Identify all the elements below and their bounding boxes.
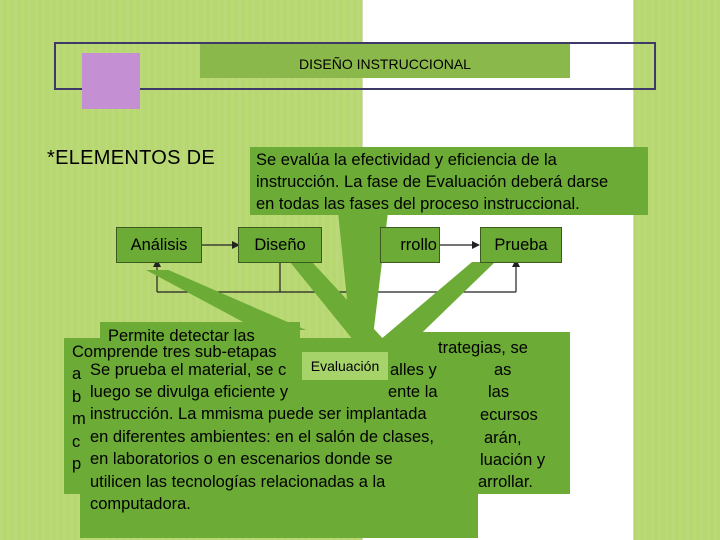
estrategias-line-6: luación y	[480, 451, 546, 469]
estrategias-line-2: as	[494, 361, 512, 379]
phase-evaluacion: Evaluación	[302, 352, 388, 380]
estrategias-line-5: arán,	[484, 429, 522, 447]
phase-desarrollo: rrollo	[380, 227, 440, 263]
estrategias-line-4: ecursos	[480, 406, 538, 424]
prueba-line-7: computadora.	[90, 495, 191, 513]
fragment-a: a	[72, 365, 82, 383]
phase-diseno: Diseño	[238, 227, 322, 263]
phase-prueba: Prueba	[480, 227, 562, 263]
prueba-line-1b: alles y	[390, 361, 437, 379]
fragment-p: p	[72, 455, 82, 473]
estrategias-line-7: arrollar.	[478, 473, 534, 491]
prueba-line-1: Se prueba el material, se c	[90, 361, 287, 379]
section-heading: *ELEMENTOS DE	[47, 147, 216, 169]
callout-evaluacion-text	[256, 149, 648, 215]
estrategias-line-1: trategias, se	[438, 339, 528, 357]
fragment-c: c	[72, 433, 81, 451]
prueba-line-5: en laboratorios o en escenarios donde se	[90, 450, 393, 468]
callout-evaluacion-line: Se evalúa la efectividad y eficiencia de la	[256, 151, 557, 169]
prueba-line-2: luego se divulga eficiente y	[90, 383, 289, 401]
phase-analisis: Análisis	[116, 227, 202, 263]
callout-evaluacion-line: instrucción. La fase de Evaluación deberá darse	[256, 173, 609, 191]
prueba-line-2b: ente la	[388, 383, 438, 401]
estrategias-line-3: las	[488, 383, 510, 401]
slide-title: DISEÑO INSTRUCCIONAL	[299, 56, 471, 72]
prueba-line-4: en diferentes ambientes: en el salón de clases,	[90, 428, 434, 446]
fragment-m: m	[72, 410, 86, 428]
prueba-line-6: utilicen las tecnologías relacionadas a la	[90, 473, 386, 491]
comprende-text: Comprende tres sub-etapas	[72, 343, 277, 361]
prueba-line-3: instrucción. La mmisma puede ser implantada	[90, 405, 427, 423]
permite-text: Permite detectar las	[108, 327, 255, 345]
callout-evaluacion-line: en todas las fases del proceso instruccional.	[256, 195, 580, 213]
arrow-to-prueba	[472, 241, 480, 249]
fragment-b: b	[72, 388, 82, 406]
